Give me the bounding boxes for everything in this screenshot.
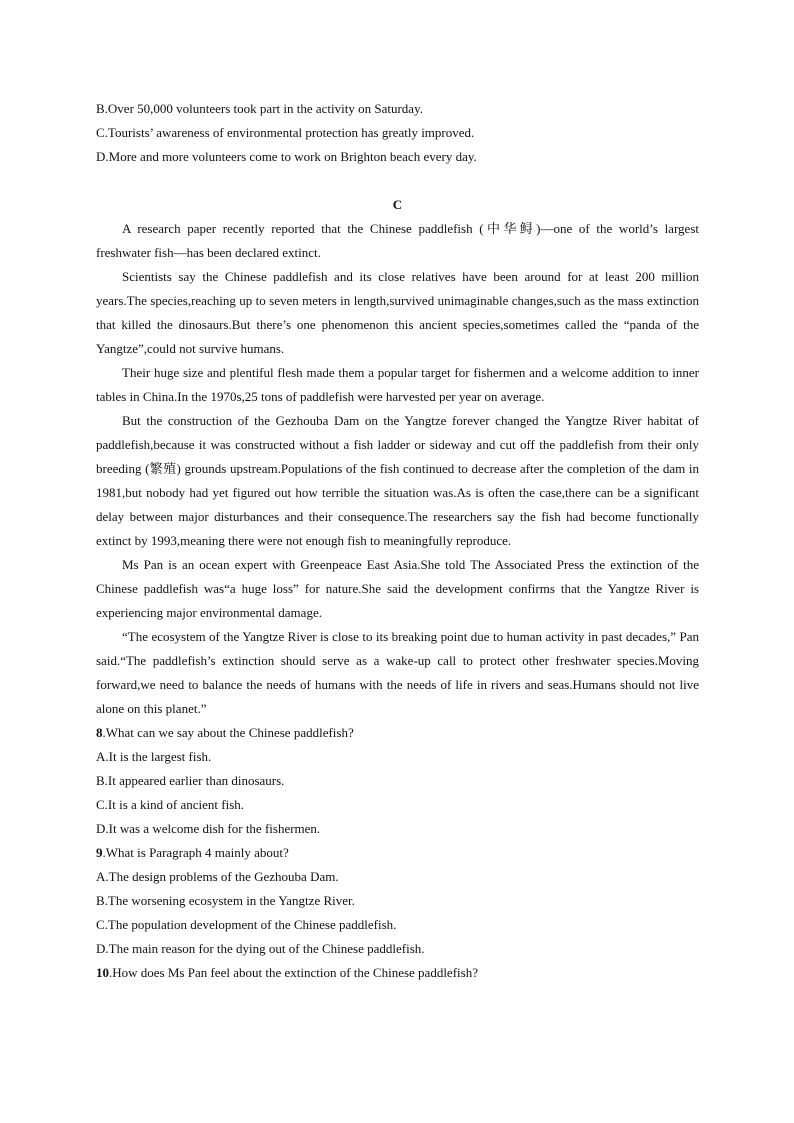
question-option: A.The design problems of the Gezhouba Dam. xyxy=(96,869,339,884)
reading-passage xyxy=(96,217,699,721)
question-number: 9 xyxy=(96,845,103,860)
question-option: C.The population development of the Chinese paddlefish. xyxy=(96,917,397,932)
question-number: 8 xyxy=(96,725,103,740)
question-option: A.It is the largest fish. xyxy=(96,749,212,764)
section-title: C xyxy=(392,197,403,212)
question-number: 10 xyxy=(96,965,109,980)
question-option: B.It appeared earlier than dinosaurs. xyxy=(96,773,285,788)
option-c: C.Tourists’ awareness of environmental protection has greatly improved. xyxy=(96,125,475,140)
passage-paragraph-3: Their huge size and plentiful flesh made them a popular target for fishermen and a welcome addition to inner tables in China.In the 1970s,25 tons of paddlefish were harvested per year on average. xyxy=(96,365,699,404)
question-text: .What can we say about the Chinese paddlefish? xyxy=(102,725,354,740)
question-stem xyxy=(96,721,699,745)
option-d: D.More and more volunteers come to work on Brighton beach every day. xyxy=(96,149,477,164)
passage-paragraph-1: A research paper recently reported that the Chinese paddlefish (中华鲟)—one of the world’s largest freshwater fish—has been declared extinct. xyxy=(96,221,699,260)
question-list xyxy=(96,721,699,985)
question-stem xyxy=(96,961,699,985)
passage-paragraph-4: But the construction of the Gezhouba Dam on the Yangtze forever changed the Yangtze River habitat of paddlefish,because it was constructed without a fish ladder or sideway and cut off the paddlefish from their only breeding (繁殖) grounds upstream.Populations of the fish continued to decrease after the completion of the dam in 1981,but nobody had yet figured out how terrible the situation was.As is often the case,there can be a significant delay between major disturbances and their consequence.The researchers say the fish had become functionally extinct by 1993,meaning there were not enough fish to meaningfully reproduce. xyxy=(96,413,699,548)
question-9 xyxy=(96,841,699,961)
previous-question-options xyxy=(96,97,699,169)
question-option: C.It is a kind of ancient fish. xyxy=(96,797,245,812)
passage-paragraph-6: “The ecosystem of the Yangtze River is close to its breaking point due to human activity in past decades,” Pan said.“The paddlefish’s extinction should serve as a wake-up call to protect other freshwater species.Moving forward,we need to balance the needs of humans with the needs of life in rivers and seas.Humans should not live alone on this planet.” xyxy=(96,629,699,716)
question-text: .What is Paragraph 4 mainly about? xyxy=(102,845,289,860)
question-8 xyxy=(96,721,699,841)
question-stem xyxy=(96,841,699,865)
document-page xyxy=(96,97,699,985)
question-option: B.The worsening ecosystem in the Yangtze River. xyxy=(96,893,355,908)
passage-paragraph-5: Ms Pan is an ocean expert with Greenpeace East Asia.She told The Associated Press the extinction of the Chinese paddlefish was“a huge loss” for nature.She said the development confirms that the Yangtze River is experiencing major environmental damage. xyxy=(96,557,699,620)
passage-paragraph-2: Scientists say the Chinese paddlefish and its close relatives have been around for at least 200 million years.The species,reaching up to seven meters in length,survived unimaginable changes,such as the mass extinction that killed the dinosaurs.But there’s one phenomenon this ancient species,sometimes called the “panda of the Yangtze”,could not survive humans. xyxy=(96,269,699,356)
option-b: B.Over 50,000 volunteers took part in the activity on Saturday. xyxy=(96,101,423,116)
question-option: D.The main reason for the dying out of the Chinese paddlefish. xyxy=(96,941,425,956)
question-option: D.It was a welcome dish for the fishermen. xyxy=(96,821,321,836)
question-text: .How does Ms Pan feel about the extinction of the Chinese paddlefish? xyxy=(109,965,478,980)
question-10 xyxy=(96,961,699,985)
